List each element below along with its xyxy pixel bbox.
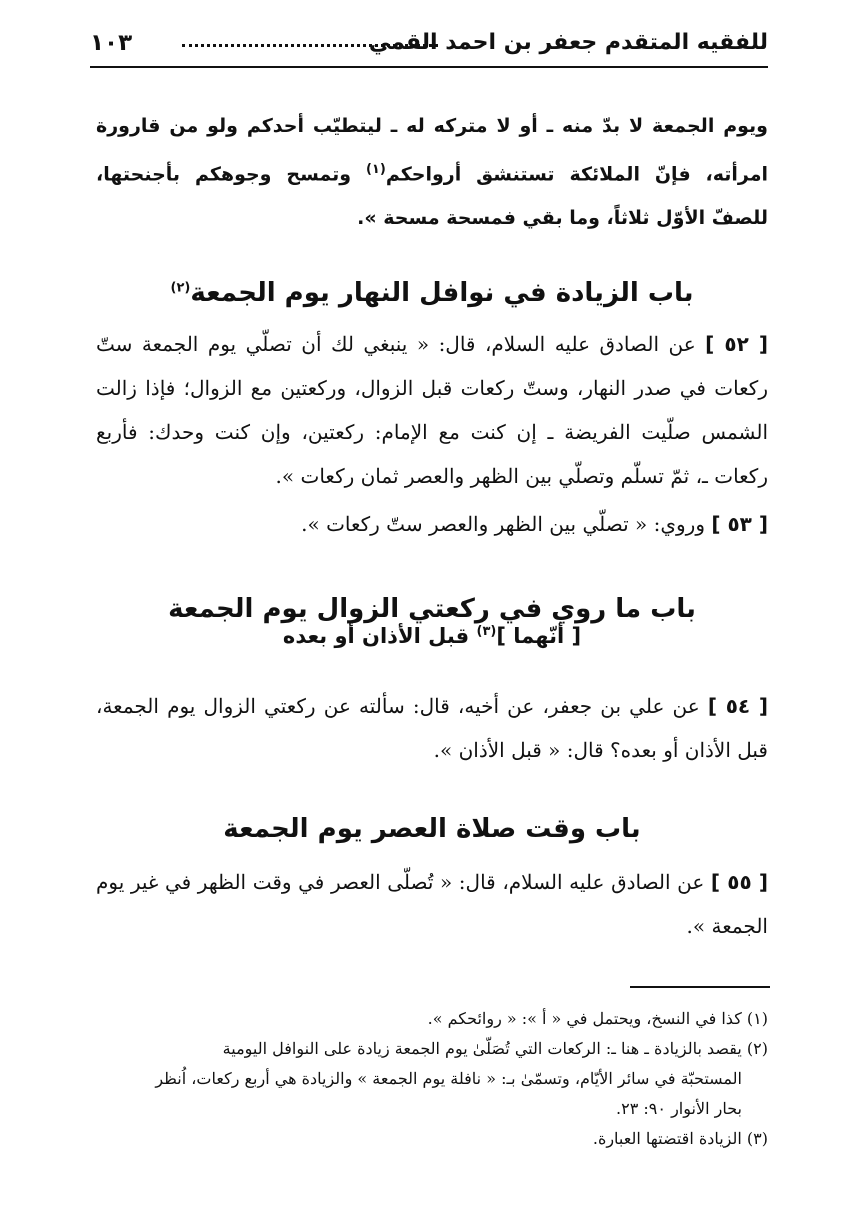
- intro-text-continued: وتمسح وجوهكم بأجنحتها، للصفّ الأوّل ثلاثاً، وما بقي فمسحة مسحة ».: [96, 163, 768, 230]
- section-subheading: [96, 624, 768, 648]
- footnote-2: (٢) يقصد بالزيادة ـ هنا ـ: الركعات التي تُصَلّىٰ يوم الجمعة زيادة على النوافل اليومية: [222, 1039, 768, 1058]
- hadith-number-53: [ ٥٣ ]: [711, 512, 768, 536]
- subheading-part-a: [ أنّهما ]: [496, 624, 582, 648]
- page-number: ١٠٣: [90, 30, 133, 56]
- section-heading-friday-nawafil: [96, 278, 768, 308]
- running-header-title: للفقيه المتقدم جعفر بن احمد القمي: [368, 30, 768, 55]
- hadith-number-55: [ ٥٥ ]: [710, 870, 769, 894]
- section-heading-text: باب ما روي في ركعتي الزوال يوم الجمعة: [168, 594, 696, 624]
- hadith-text-55: عن الصادق عليه السلام، قال: « تُصلّى العصر في وقت الظهر في غير يوم الجمعة ».: [96, 870, 768, 938]
- hadith-54: [96, 684, 768, 772]
- hadith-52: [96, 322, 768, 498]
- footnote-ref-2: (٢): [170, 280, 191, 296]
- running-header: [90, 30, 768, 68]
- footnote-2-line-2: المستحبّة في سائر الأيّام، وتسمّىٰ بـ: « نافلة يوم الجمعة » والزيادة هي أربع ركعات، اُنظر: [155, 1069, 742, 1088]
- hadith-number-54: [ ٥٤ ]: [707, 694, 769, 718]
- section-heading-asr-time: [96, 814, 768, 844]
- intro-paragraph: [96, 104, 768, 240]
- hadith-text-54: عن علي بن جعفر، عن أخيه، قال: سألته عن ركعتي الزوال يوم الجمعة، قبل الأذان أو بعده؟ قال: « قبل الأذان ».: [96, 694, 768, 762]
- footnote-2-line-3: بحار الأنوار ٩٠: ٢٣.: [616, 1099, 742, 1118]
- footnote-separator: [630, 986, 770, 988]
- running-header-dots: [182, 44, 438, 47]
- hadith-55: [96, 860, 768, 948]
- hadith-number-52: [ ٥٢ ]: [705, 332, 769, 356]
- footnote-ref-3: (٣): [476, 624, 497, 639]
- hadith-53: [96, 502, 768, 546]
- subheading-part-b: قبل الأذان أو بعده: [282, 624, 477, 648]
- section-heading-zawal: [96, 594, 768, 648]
- hadith-text-52: عن الصادق عليه السلام، قال: « ينبغي لك أن تصلّي يوم الجمعة ستّ ركعات في صدر النهار، وستّ ركعات قبل الزوال، وركعتين مع الزوال؛ فإذا زالت الشمس صلّيت الفريضة ـ إن كنت مع الإمام: ركعتين، وإن كنت وحدك: فأربع ركعات ـ، ثمّ تسلّم وتصلّي بين الظهر والعصر ثمان ركعات ».: [96, 332, 768, 488]
- footnotes: [96, 1004, 768, 1154]
- intro-text: ويوم الجمعة لا بدّ منه ـ أو لا متركه له ـ ليتطيّب أحدكم ولو من قارورة امرأته، فإنّ الملائكة تستنشق أرواحكم: [96, 115, 768, 186]
- section-heading-text: باب الزيادة في نوافل النهار يوم الجمعة: [190, 278, 694, 308]
- footnote-3: (٣) الزيادة اقتضتها العبارة.: [592, 1129, 768, 1148]
- section-heading-text: باب وقت صلاة العصر يوم الجمعة: [223, 814, 641, 844]
- footnote-ref-1: (١): [365, 162, 386, 177]
- footnote-1: (١) كذا في النسخ، ويحتمل في « أ »: « روائحكم ».: [427, 1009, 768, 1028]
- hadith-text-53: وروي: « تصلّي بين الظهر والعصر ستّ ركعات ».: [301, 512, 712, 536]
